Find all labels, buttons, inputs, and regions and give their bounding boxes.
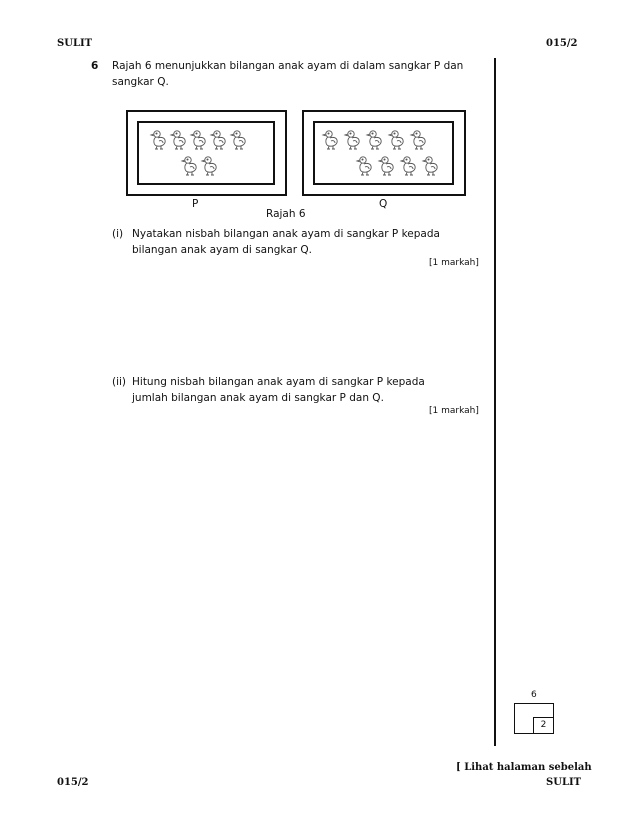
chick-icon [202,157,216,175]
question-number: 6 [91,60,99,72]
chick-icon [379,157,393,175]
chick-icon [367,131,381,149]
cage-q-inner [313,121,454,185]
score-question-number: 6 [531,690,537,700]
chick-icon [211,131,225,149]
chick-icon [182,157,196,175]
chicks-q-drawing [315,123,452,183]
chick-icon [191,131,205,149]
part-i-label: (i) [112,228,124,240]
chick-icon [357,157,371,175]
question-intro-line2: sangkar Q. [112,76,169,88]
chick-icon [423,157,437,175]
part-ii-marks: [1 markah] [429,406,479,416]
label-q: Q [379,198,388,210]
chick-icon [151,131,165,149]
chick-icon [323,131,337,149]
chick-icon [389,131,403,149]
question-intro-line1: Rajah 6 menunjukkan bilangan anak ayam di dalam sangkar P dan [112,60,464,72]
header-code: 015/2 [546,38,578,49]
part-i-line2: bilangan anak ayam di sangkar Q. [132,244,313,256]
footer-turn-over: [ Lihat halaman sebelah [456,762,592,773]
part-i-marks: [1 markah] [429,258,479,268]
footer-code: 015/2 [57,777,89,788]
margin-line [494,58,496,746]
part-ii-label: (ii) [112,376,127,388]
chick-icon [345,131,359,149]
part-i-line1: Nyatakan nisbah bilangan anak ayam di sangkar P kepada [132,228,440,240]
figure-caption: Rajah 6 [266,208,306,220]
cage-p-inner [137,121,275,185]
chicks-p-drawing [139,123,273,183]
chick-icon [401,157,415,175]
chick-icon [171,131,185,149]
chick-icon [411,131,425,149]
footer-sulit: SULIT [546,777,582,788]
part-ii-line1: Hitung nisbah bilangan anak ayam di sangkar P kepada [132,376,425,388]
label-p: P [192,198,199,210]
part-ii-line2: jumlah bilangan anak ayam di sangkar P dan Q. [132,392,384,404]
chick-icon [231,131,245,149]
score-total-box: 2 [533,717,554,734]
header-sulit: SULIT [57,38,93,49]
